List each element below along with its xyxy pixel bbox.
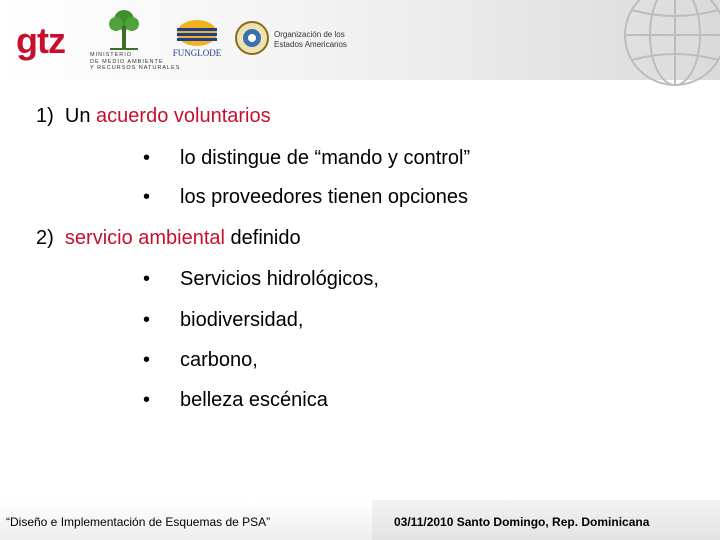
item-tail-text: definido	[225, 227, 301, 249]
list-item: carbono,	[180, 349, 258, 371]
ministerio-line: Y RECURSOS NATURALES	[90, 65, 181, 71]
funglode-text: FUNGLODE	[172, 48, 222, 58]
oea-line: Organización de los	[274, 30, 345, 39]
footer-right-panel	[372, 500, 720, 540]
list-item: los proveedores tienen opciones	[180, 186, 468, 208]
list-item: lo distingue de “mando y control”	[180, 147, 471, 169]
bullet-icon: •	[143, 309, 151, 331]
item-number: 1)	[36, 105, 54, 127]
ministerio-line: DE MEDIO AMBIENTE	[90, 58, 164, 65]
gtz-logo: gtz	[16, 20, 65, 61]
item-1-heading	[36, 105, 271, 128]
item-highlight-text: acuerdo voluntarios	[96, 105, 271, 127]
oea-line: Estados Americanos	[274, 40, 347, 49]
footer-title: “Diseño e Implementación de Esquemas de PSA”	[6, 515, 271, 529]
item-number: 2)	[36, 227, 54, 249]
footer-left-panel	[0, 500, 372, 540]
list-item: biodiversidad,	[180, 309, 304, 331]
item-highlight-text: servicio ambiental	[64, 227, 225, 249]
footer-date-location: 03/11/2010 Santo Domingo, Rep. Dominicana	[394, 515, 650, 529]
bullet-icon: •	[143, 268, 151, 290]
bullet-icon: •	[143, 186, 151, 208]
list-item: Servicios hidrológicos,	[180, 268, 379, 290]
bullet-icon: •	[143, 349, 151, 371]
footer	[0, 500, 720, 540]
item-plain-text: Un	[64, 105, 97, 127]
list-item: belleza escénica	[180, 389, 328, 411]
bullet-icon: •	[143, 389, 151, 411]
item-2-heading	[36, 227, 301, 250]
bullet-icon: •	[143, 147, 151, 169]
ministerio-line: MINISTERIO	[90, 52, 133, 58]
